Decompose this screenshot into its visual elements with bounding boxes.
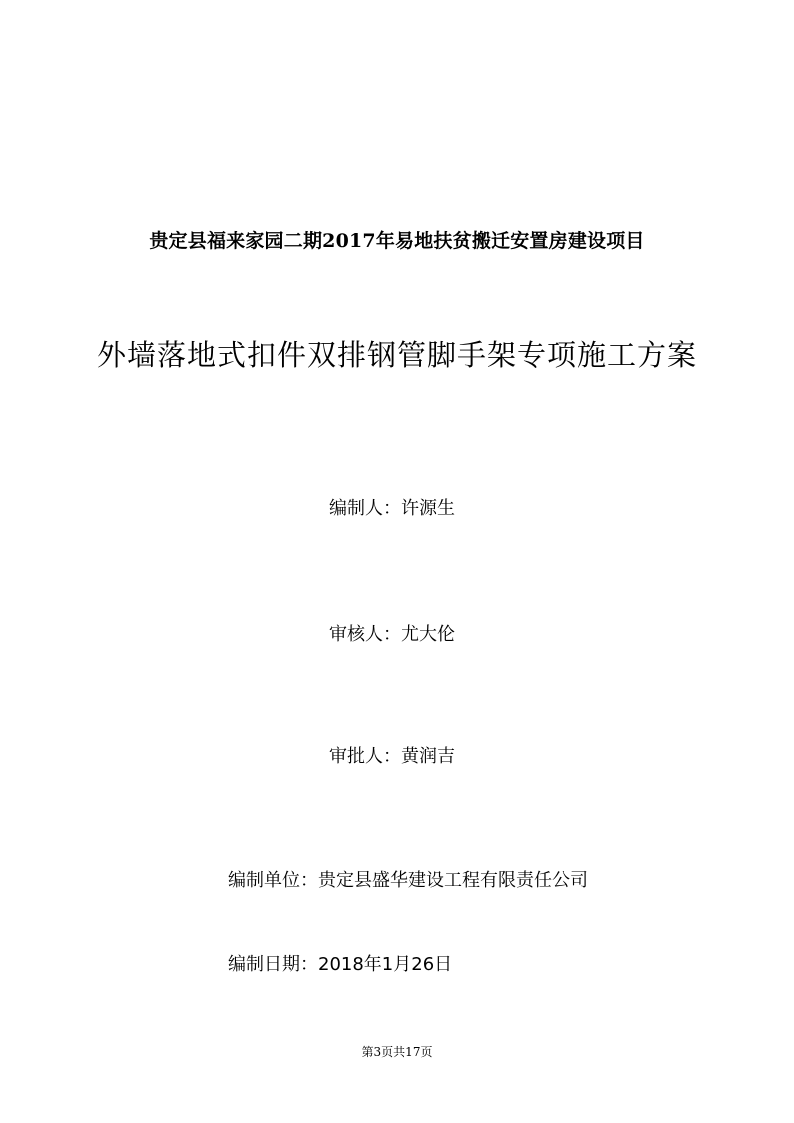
plan-title: 外墙落地式扣件双排钢管脚手架专项施工方案 — [96, 338, 697, 372]
compiler-label: 编制人： — [329, 498, 401, 519]
page-number-footer: 第3页共17页 — [361, 1045, 433, 1059]
compiler-name: 许源生 — [401, 498, 455, 519]
approver-label: 审批人： — [329, 746, 401, 767]
compile-unit-label: 编制单位： — [228, 870, 318, 891]
reviewer-label: 审核人： — [329, 624, 401, 645]
compile-date-value: 2018年1月26日 — [318, 954, 453, 975]
project-title: 贵定县福来家园二期2017年易地扶贫搬迁安置房建设项目 — [149, 230, 645, 252]
compile-date-label: 编制日期： — [228, 954, 318, 975]
compile-date-field — [228, 950, 452, 976]
compiler-field — [329, 494, 455, 520]
approver-field — [329, 742, 455, 768]
reviewer-field — [329, 620, 455, 646]
approver-name: 黄润吉 — [401, 746, 455, 767]
compile-unit-field — [228, 866, 588, 892]
reviewer-name: 尤大伦 — [401, 624, 455, 645]
compile-unit-name: 贵定县盛华建设工程有限责任公司 — [318, 870, 588, 891]
